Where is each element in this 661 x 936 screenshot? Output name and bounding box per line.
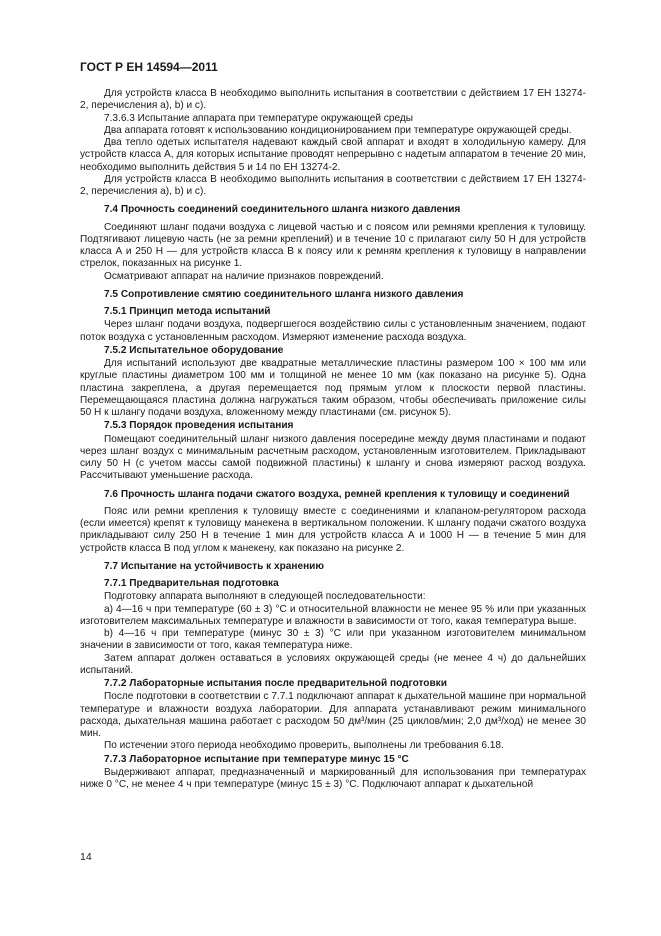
section-heading: 7.5 Сопротивление смятию соединительного шланга низкого давления xyxy=(104,288,464,300)
paragraph: Соединяют шланг подачи воздуха с лицевой частью и с поясом или ремнями крепления к туловищу. Подтягивают лицевую часть (не за ремни креплений) и в течение 10 с прилагают силу 50 Н для устройств класса А и 250 Н — для устройств класса В к поясу или к ремням крепления к туловищу в направлении стрелок, показанных на рисунке 1. xyxy=(80,221,586,270)
document-body xyxy=(80,88,586,791)
section-heading: 7.5.2 Испытательное оборудование xyxy=(104,344,284,356)
paragraph: Помещают соединительный шланг низкого давления посередине между двумя пластинами и подают через шланг воздух с минимальным расчетным расходом, установленным изготовителем. Прикладывают силу 50 Н (с учетом массы самой подвижной пластины) к шлангу и снова измеряют расход воздуха. Рассчитывают уменьшение расхода. xyxy=(80,433,586,482)
document-header: ГОСТ Р ЕН 14594—2011 xyxy=(80,60,218,74)
section-heading: 7.7.3 Лабораторное испытание при температуре минус 15 °С xyxy=(104,753,409,765)
section-heading: 7.4 Прочность соединений соединительного шланга низкого давления xyxy=(104,204,461,216)
paragraph: Выдерживают аппарат, предназначенный и маркированный для использования при температурах ниже 0 °С, не менее 4 ч при температуре (минус 15 ± 3) °С. Подключают аппарат к дыхательной xyxy=(80,766,586,790)
paragraph: По истечении этого периода необходимо проверить, выполнены ли требования 6.18. xyxy=(104,740,504,752)
paragraph: 7.3.6.3 Испытание аппарата при температуре окружающей среды xyxy=(104,112,413,124)
section-heading: 7.7.1 Предварительная подготовка xyxy=(104,578,279,589)
paragraph: а) 4—16 ч при температуре (60 ± 3) °С и относительной влажности не менее 95 % или при указанных изготовителем максимальных температуре и влажности в зависимости от того, какая температура выше. xyxy=(80,603,586,627)
paragraph: b) 4—16 ч при температуре (минус 30 ± 3) °С или при указанном изготовителем минимальном значении в зависимости от того, какая температура ниже. xyxy=(80,628,586,652)
paragraph: Для устройств класса В необходимо выполнить испытания в соответствии с действием 17 ЕН 13274-2, перечисления а), b) и с). xyxy=(80,88,586,112)
paragraph: Для устройств класса В необходимо выполнить испытания в соответствии с действием 17 ЕН 13274-2, перечисления а), b) и с). xyxy=(80,173,586,197)
paragraph: Для испытаний используют две квадратные металлические пластины размером 100 × 100 мм или круглые пластины диаметром 100 мм и толщиной не менее 10 мм (как показано на рисунке 5). Одна пластина закреплена, а другая перемещается под прямым углом к плоскости первой пластины. Перемещающаяся пластина должна нагружаться таким образом, чтобы обеспечивать приложение силы 50 Н к шлангу подачи воздуха, вложенному между пластинами (см. рисунок 5). xyxy=(80,358,586,418)
section-heading: 7.7 Испытание на устойчивость к хранению xyxy=(104,560,324,572)
document-page xyxy=(80,60,586,930)
section-heading: 7.6 Прочность шланга подачи сжатого воздуха, ремней крепления к туловищу и соединений xyxy=(104,488,570,500)
paragraph: Осматривают аппарат на наличие признаков повреждений. xyxy=(104,270,384,282)
paragraph: Пояс или ремни крепления к туловищу вместе с соединениями и клапаном-регулятором расхода (если имеется) крепят к туловищу манекена в вертикальном положении. К шлангу подачи сжатого воздуха прикладывают силу 250 Н в течение 1 мин для устройств класса А и 1000 Н — в течение 5 мин для устройств класса В под углом к манекену, как показано на рисунке 2. xyxy=(80,505,586,554)
section-heading: 7.5.3 Порядок проведения испытания xyxy=(104,420,294,432)
paragraph: Затем аппарат должен оставаться в условиях окружающей среды (не менее 4 ч) до дальнейших испытаний. xyxy=(80,652,586,676)
paragraph: Два тепло одетых испытателя надевают каждый свой аппарат и входят в холодильную камеру. Для устройств класса А, для которых испытание проводят непрерывно с надетым аппаратом в течение 20 мин, необходимо выполнить действия 5 и 14 по ЕН 13274-2. xyxy=(80,137,586,173)
paragraph: Через шланг подачи воздуха, подвергшегося воздействию силы с установленным значением, подают поток воздуха с установленным расходом. Измеряют изменение расхода воздуха. xyxy=(80,319,586,343)
paragraph: После подготовки в соответствии с 7.7.1 подключают аппарат к дыхательной машине при нормальной температуре и влажности воздуха лаборатории. Для аппарата устанавливают режим минимального расхода, дыхательная машина работает с расходом 50 дм³/мин (25 циклов/мин; 2,0 дм³/ход) не менее 30 мин. xyxy=(80,691,586,739)
section-heading: 7.5.1 Принцип метода испытаний xyxy=(104,306,271,317)
page-number: 14 xyxy=(80,851,92,863)
section-heading: 7.7.2 Лабораторные испытания после предварительной подготовки xyxy=(104,678,447,689)
paragraph: Два аппарата готовят к использованию кондиционированием при температуре окружающей среды. xyxy=(104,124,572,136)
paragraph: Подготовку аппарата выполняют в следующей последовательности: xyxy=(104,591,426,603)
